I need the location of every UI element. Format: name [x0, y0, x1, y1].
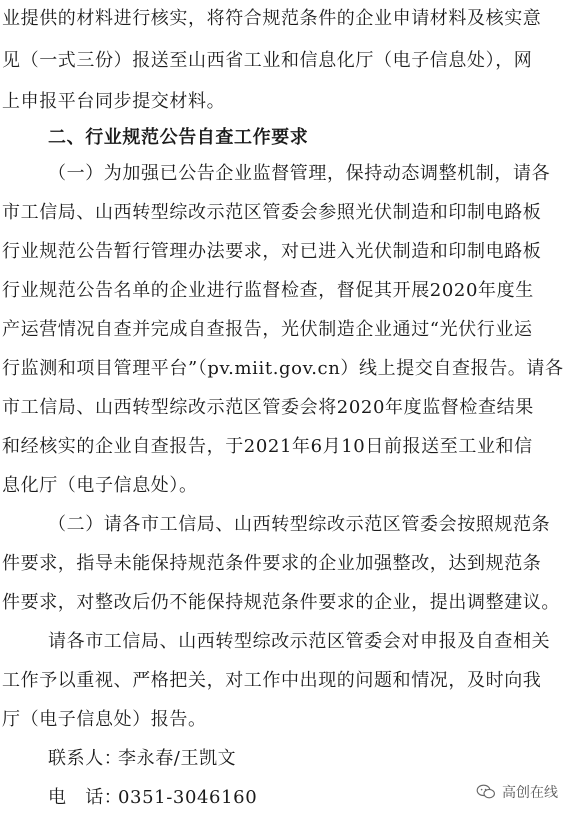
text-line: 件要求，对整改后仍不能保持规范条件要求的企业，提出调整建议。: [2, 592, 560, 613]
contact-phone-value: 0351-3046160: [118, 787, 258, 808]
text-line: 和经核实的企业自查报告，于2021年6月10日前报送至工业和信: [2, 436, 533, 457]
text-line: 产运营情况自查并完成自查报告，光伏制造企业通过“光伏行业运: [2, 319, 533, 340]
text-line: 行监测和项目管理平台”（pv.miit.gov.cn）线上提交自查报告。请各: [2, 358, 564, 379]
text-line: 市工信局、山西转型综改示范区管委会参照光伏制造和印制电路板: [2, 202, 542, 223]
text-line: 行业规范公告暂行管理办法要求，对已进入光伏制造和印制电路板: [2, 241, 542, 262]
contact-phone-label: 电 话：: [48, 787, 123, 808]
wechat-icon: [476, 784, 496, 800]
text-line: 行业规范公告名单的企业进行监督检查，督促其开展2020年度生: [2, 280, 534, 301]
watermark: [476, 782, 558, 802]
section-heading: 二、行业规范公告自查工作要求: [48, 127, 309, 148]
contact-person-value: 李永春/王凯文: [118, 748, 237, 769]
text-line: （一）为加强已公告企业监督管理，保持动态调整机制，请各: [48, 163, 551, 184]
text-line: 厅（电子信息处）报告。: [2, 709, 207, 730]
watermark-text: 高创在线: [502, 785, 558, 801]
text-line: 息化厅（电子信息处）。: [2, 475, 198, 496]
text-line: （二）请各市工信局、山西转型综改示范区管委会按照规范条: [48, 514, 551, 535]
text-line: 上申报平台同步提交材料。: [2, 91, 226, 112]
text-line: 市工信局、山西转型综改示范区管委会将2020年度监督检查结果: [2, 397, 534, 418]
contact-person-label: 联系人：: [48, 748, 123, 769]
text-line: 件要求，指导未能保持规范条件要求的企业加强整改，达到规范条: [2, 553, 542, 574]
contact-person: [48, 747, 236, 771]
text-line: 请各市工信局、山西转型综改示范区管委会对申报及自查相关: [48, 631, 551, 652]
text-line: 见（一式三份）报送至山西省工业和信息化厅（电子信息处），网: [2, 50, 533, 71]
text-line: 工作予以重视、严格把关，对工作中出现的问题和情况，及时向我: [2, 670, 542, 691]
contact-phone: [48, 786, 257, 810]
text-line: 业提供的材料进行核实，将符合规范条件的企业申请材料及核实意: [2, 8, 542, 29]
